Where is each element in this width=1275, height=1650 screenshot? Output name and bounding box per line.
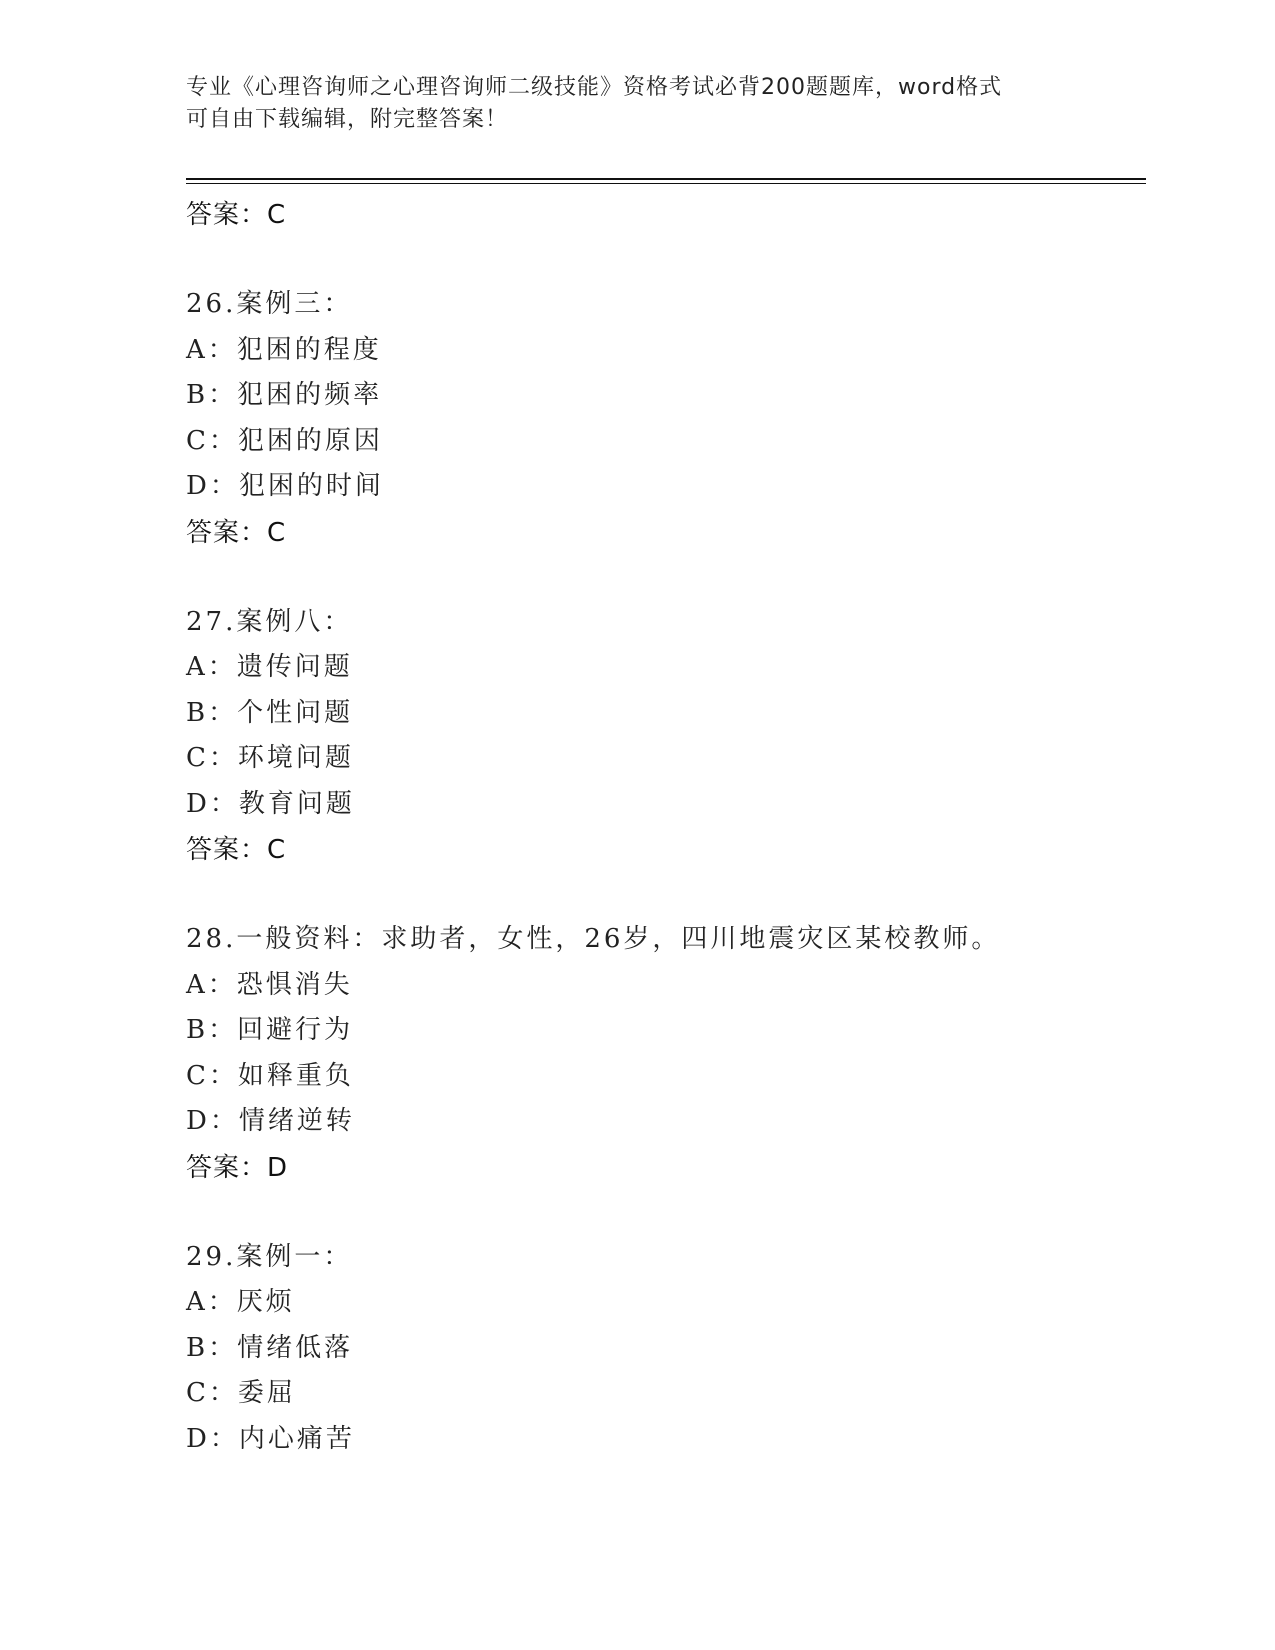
question-block: [186, 282, 1136, 556]
question-stem: 27.案例八：: [186, 606, 353, 637]
question-list: [186, 192, 1136, 1462]
answer-line: 答案：C: [186, 200, 287, 230]
option-a: A：犯困的程度: [186, 334, 382, 365]
option-b: B：回避行为: [186, 1015, 354, 1045]
option-c: C：犯困的原因: [186, 425, 383, 456]
option-d: D：情绪逆转: [186, 1106, 355, 1136]
header-divider-thin: [186, 183, 1146, 184]
question-stem: 29.案例一：: [186, 1241, 353, 1272]
header-title-line-2: 可自由下载编辑，附完整答案！: [186, 107, 509, 132]
option-b: B：犯困的频率: [186, 380, 383, 410]
option-c: C：如释重负: [186, 1060, 354, 1091]
document-header: [186, 72, 1086, 136]
option-d: D：教育问题: [186, 788, 355, 819]
answer-line: 答案：C: [186, 835, 287, 865]
option-c: C：委屈: [186, 1378, 296, 1408]
question-stem: 28.一般资料：求助者，女性，26岁，四川地震灾区某校教师。: [186, 924, 1001, 954]
header-title-line-1: 专业《心理咨询师之心理咨询师二级技能》资格考试必背200题题库，word格式: [186, 75, 1003, 100]
header-divider-thick: [186, 178, 1146, 180]
option-a: A：恐惧消失: [186, 969, 353, 1000]
option-a: A：厌烦: [186, 1287, 295, 1317]
question-stem: 26.案例三：: [186, 289, 353, 319]
question-block: [186, 917, 1136, 1191]
option-a: A：遗传问题: [186, 652, 353, 682]
option-d: D：犯困的时间: [186, 471, 384, 501]
question-block: [186, 600, 1136, 874]
option-c: C：环境问题: [186, 743, 354, 773]
option-b: B：个性问题: [186, 697, 354, 728]
answer-line: 答案：D: [186, 1152, 289, 1183]
answer-line: 答案：C: [186, 517, 287, 548]
option-d: D：内心痛苦: [186, 1423, 355, 1454]
question-block: [186, 1235, 1136, 1463]
option-b: B：情绪低落: [186, 1332, 354, 1363]
